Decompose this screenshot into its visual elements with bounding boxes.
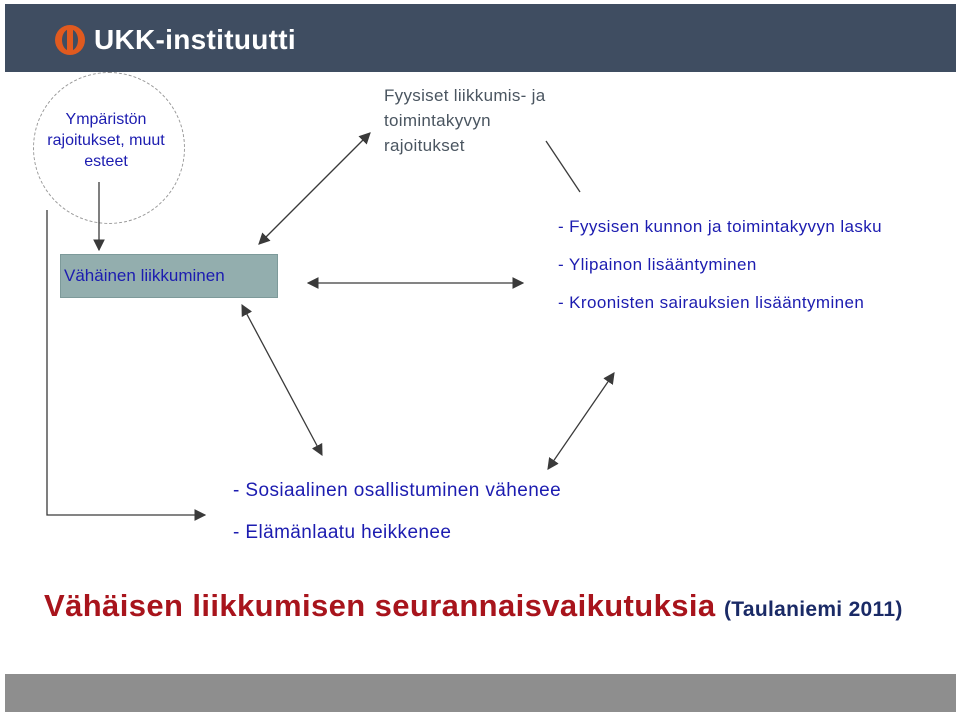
arrow-effects-social <box>548 373 614 469</box>
arrow-low-activity-physical-limits <box>259 133 370 244</box>
connector-physical-limits-effects <box>546 141 580 192</box>
footer-bar <box>5 674 956 712</box>
slide-title <box>44 588 944 624</box>
effect-item: - Fyysisen kunnon ja toimintakyvyn lasku <box>558 217 883 236</box>
title-main: Vähäisen liikkumisen seurannaisvaikutuksia <box>44 588 716 623</box>
low-activity-node: Vähäinen liikkuminen <box>60 254 278 298</box>
social-item: - Elämänlaatu heikkenee <box>233 522 452 543</box>
physical-limits-label: Fyysiset liikkumis- ja toimintakyvyn rajoitukset <box>384 86 546 155</box>
environment-label: Ympäristön rajoitukset, muut esteet <box>47 111 165 170</box>
effect-item: - Ylipainon lisääntyminen <box>558 255 757 274</box>
connector-environment-to-social <box>47 210 205 515</box>
social-item: - Sosiaalinen osallistuminen vähenee <box>233 480 562 501</box>
effect-item: - Kroonisten sairauksien lisääntyminen <box>558 293 865 312</box>
arrow-low-activity-social <box>242 305 322 455</box>
logo-text: UKK-instituutti <box>94 24 297 55</box>
title-citation: (Taulaniemi 2011) <box>724 598 903 621</box>
